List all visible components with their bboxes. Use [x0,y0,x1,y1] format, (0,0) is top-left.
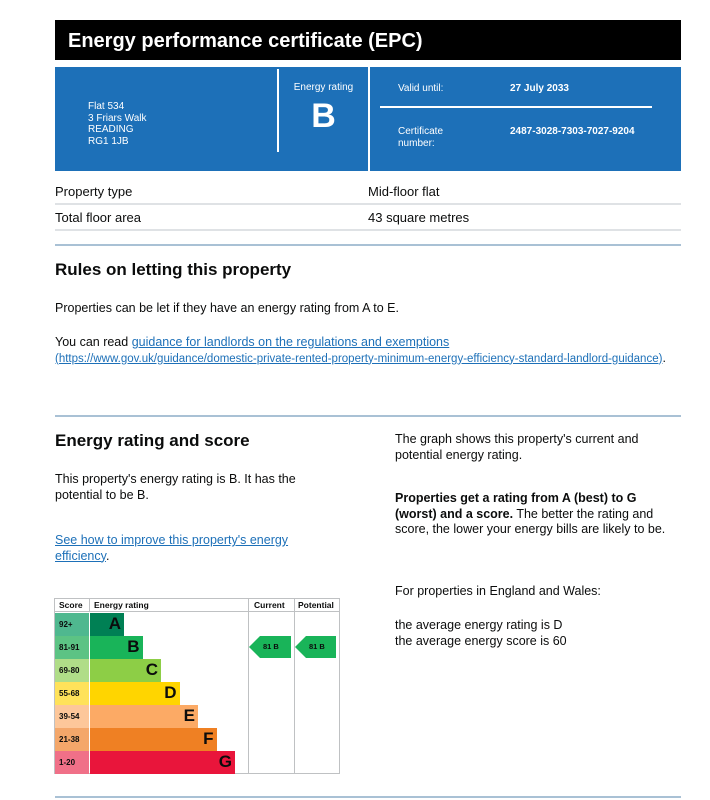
improve-suffix: . [105,548,110,563]
certificate-number-value: 2487-3028-7303-7027-9204 [510,126,635,137]
score-range-f: 21-38 [55,728,89,751]
average-score-text: the average energy score is 60 [395,634,567,648]
average-rating-text: the average energy rating is D [395,618,563,632]
rating-band-g [90,751,235,774]
section-divider [55,244,681,246]
energy-rating-value: B [311,97,336,135]
score-range-b: 81-91 [55,636,89,659]
guidance-paragraph [55,335,675,367]
rating-band-a [90,613,124,636]
improve-efficiency-link[interactable]: See how to improve this property's energy efficiency [55,533,289,563]
certificate-number-label: Certificate number: [398,126,444,149]
energy-rating-graph [54,598,340,774]
address-line: READING [88,124,134,135]
letting-rules-heading: Rules on letting this property [55,260,292,279]
column-divider [294,599,295,773]
graph-description: The graph shows this property's current and potential energy rating. [395,432,639,462]
rating-explanation-rest: The better the rating and score, the lower your energy bills are likely to be. [395,506,666,536]
rating-summary-text: This property's energy rating is B. It has the potential to be B. [55,472,296,502]
potential-column-header: Potential [298,600,334,610]
section-divider [55,415,681,417]
energy-rating-heading: Energy rating and score [55,431,250,450]
floor-area-value: 43 square metres [368,210,470,225]
column-divider [248,599,249,773]
current-column-header: Current [254,600,285,610]
score-range-d: 55-68 [55,682,89,705]
header-divider [55,611,339,612]
score-range-c: 69-80 [55,659,89,682]
rating-explanation [395,491,680,538]
valid-until-value: 27 July 2033 [510,83,569,94]
landlord-guidance-url[interactable]: (https://www.gov.uk/guidance/domestic-private-rented-property-minimum-energy-efficiency-standard-landlord-guidance) [55,352,663,365]
address-line: Flat 534 [88,101,125,112]
rating-band-e [90,705,198,728]
letting-rules-text: Properties can be let if they have an energy rating from A to E. [55,301,399,315]
certificate-summary-panel [55,67,681,171]
landlord-guidance-link[interactable]: guidance for landlords on the regulations and exemptions [131,335,450,349]
address-line: RG1 1JB [88,135,129,147]
table-row [55,179,681,205]
property-address [88,101,147,147]
guidance-suffix: . [662,350,666,365]
improve-paragraph [55,533,340,564]
valid-until-label: Valid until: [398,83,444,94]
potential-rating-arrow-label: 81 B [309,642,325,651]
potential-rating-arrow [295,636,336,658]
band-letter: E [183,706,195,725]
current-rating-arrow-label: 81 B [263,642,279,651]
energy-rating-label: Energy rating [293,82,354,93]
column-divider [89,599,90,612]
address-line: 3 Friars Walk [88,112,147,124]
rating-explanation-bold: Properties get a rating from A (best) to G (worst) and a score. [395,491,637,521]
rating-band-c [90,659,161,682]
divider [380,106,652,108]
score-column-header: Score [59,600,83,610]
current-rating-arrow [249,636,291,658]
score-range-g: 1-20 [55,751,89,774]
band-letter: D [164,683,177,702]
score-range-e: 39-54 [55,705,89,728]
england-wales-label: For properties in England and Wales: [395,584,601,598]
rating-column-header: Energy rating [94,600,149,610]
band-letter: A [108,614,121,633]
rating-band-f [90,728,217,751]
page-title: Energy performance certificate (EPC) [55,20,681,60]
property-type-label: Property type [55,184,133,199]
band-letter: F [203,729,214,748]
band-letter: B [127,637,140,656]
band-letter: G [218,752,232,771]
floor-area-label: Total floor area [55,210,141,225]
guidance-prefix: You can read [55,335,132,349]
rating-band-b [90,636,143,659]
property-type-value: Mid-floor flat [368,184,440,199]
score-range-a: 92+ [55,613,89,636]
property-details-table [55,179,681,231]
table-row [55,205,681,231]
divider [368,67,370,171]
section-divider [55,796,681,798]
rating-band-d [90,682,180,705]
band-letter: C [145,660,158,679]
